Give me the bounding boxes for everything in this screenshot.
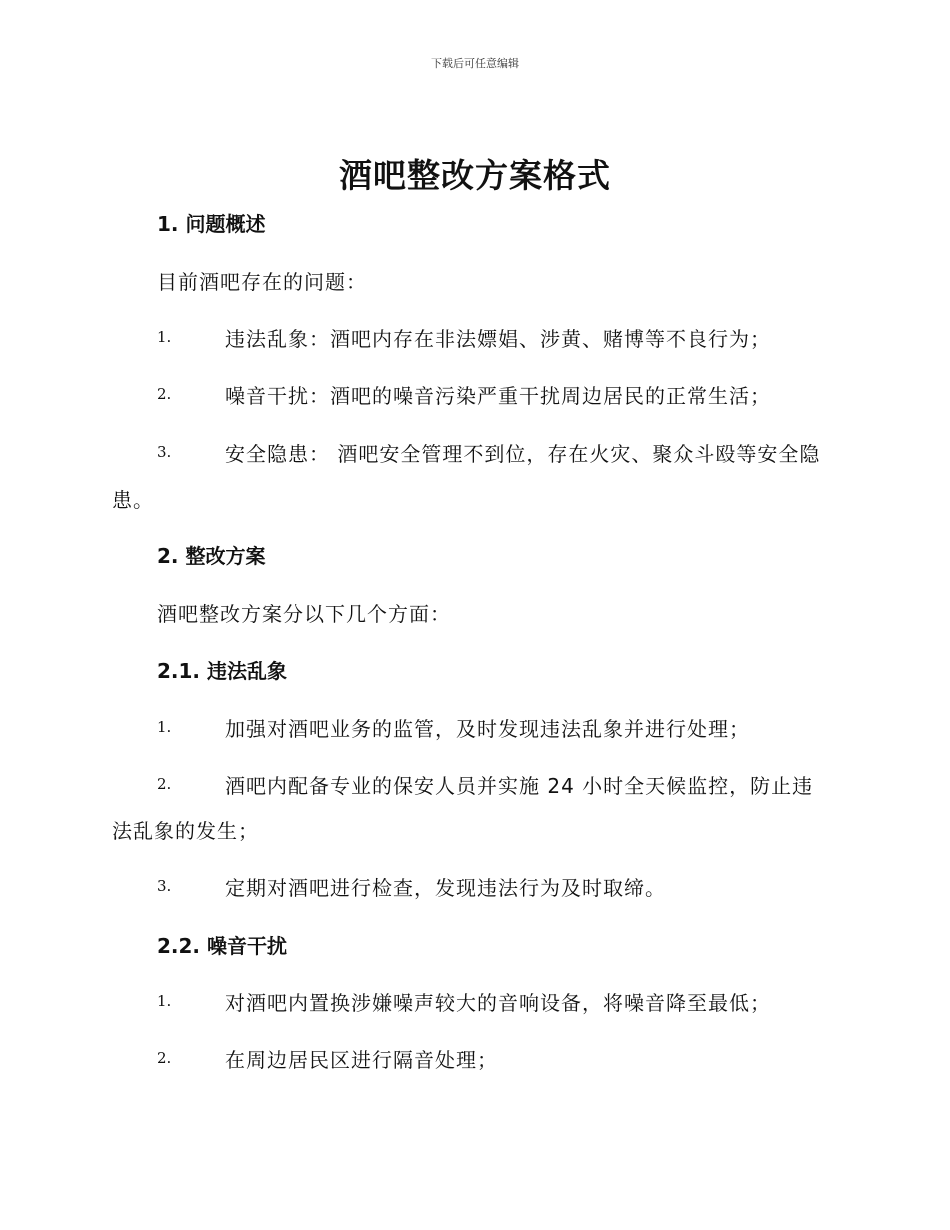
list-item-text: 在周边居民区进行隔音处理； [225,1048,498,1072]
list-item-number: 2. [157,1049,172,1067]
list-item-number: 1. [157,718,172,736]
list-item-text: 加强对酒吧业务的监管，及时发现违法乱象并进行处理； [225,717,750,741]
list-item-number: 2. [157,775,172,793]
section-heading-2: 2. 整改方案 [157,544,266,568]
list-item-number: 2. [157,385,172,403]
list-item-number: 3. [157,877,172,895]
list-item-text: 对酒吧内置换涉嫌噪声较大的音响设备，将噪音降至最低； [225,991,771,1015]
list-item-text: 定期对酒吧进行检查，发现违法行为及时取缔。 [225,876,666,900]
section-heading-2-1: 2.1. 违法乱象 [157,659,287,683]
list-item-text: 安全隐患： 酒吧安全管理不到位，存在火灾、聚众斗殴等安全隐 [225,442,821,466]
section-2-intro: 酒吧整改方案分以下几个方面： [157,602,451,626]
section-heading-2-2: 2.2. 噪音干扰 [157,934,287,958]
section-heading-1: 1. 问题概述 [157,212,266,236]
list-item-number: 1. [157,328,172,346]
list-item-text: 酒吧内配备专业的保安人员并实施 24 小时全天候监控，防止违 [225,774,814,798]
header-note: 下载后可任意编辑 [431,57,519,70]
list-item-number: 1. [157,992,172,1010]
list-item-continuation: 患。 [112,488,154,512]
list-item-number: 3. [157,443,172,461]
section-1-intro: 目前酒吧存在的问题： [157,270,367,294]
page-title: 酒吧整改方案格式 [339,156,611,195]
list-item-continuation: 法乱象的发生； [112,819,259,843]
list-item-text: 违法乱象：酒吧内存在非法嫖娼、涉黄、赌博等不良行为； [225,327,771,351]
list-item-text: 噪音干扰：酒吧的噪音污染严重干扰周边居民的正常生活； [225,384,771,408]
